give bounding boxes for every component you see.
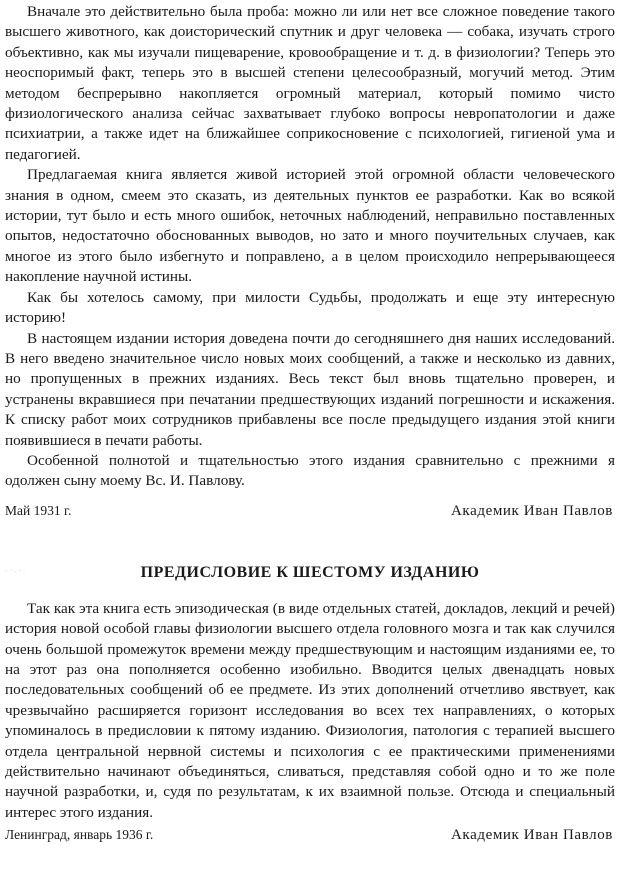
signature-line [5,825,615,845]
preface-fifth-edition [5,2,615,521]
paragraph: Особенной полнотой и тщательностью этого издания сравнительно с прежними я одолжен сыну моему Вс. И. Павлову. [5,451,615,490]
paragraph: В настоящем издании история доведена почти до сегодняшнего дня наших исследований. В него введено значительное число новых моих сообщений, а также и несколько из давних, но пропущенных в прежних изданиях. Весь текст был вновь тщательно проверен, и устранены вкравшиеся при печатании предшествующих изданий погрешности и искажения. К списку работ моих сотрудников прибавлены все после предыдущего издания этой книги появившиеся в печати работы. [5,329,615,449]
preface-date: Май 1931 г. [5,502,72,518]
paragraph: Предлагаемая книга является живой историей этой огромной области человеческого знания в одном, смеем это сказать, из деятельных пунктов ее разработки. Как во всякой истории, тут было и есть много ошибок, неточных наблюдений, неправильно поставленных опытов, недостаточно обоснованных выводов, но зато и много поучительных случаев, как многое из этого было избегнуто и поправлено, а в целом происходило непрерывающееся накопление научной истины. [5,166,615,286]
signature-line [5,501,615,521]
preface-date: Ленинград, январь 1936 г. [5,827,154,843]
paragraph: Так как эта книга есть эпизодическая (в виде отдельных статей, докладов, лекций и речей) история новой особой главы физиологии высшего отдела головного мозга и так как случился очень большой промежуток времени между предшествующим и настоящим изданиями ее, то на этот раз она пополняется особенно изобильно. Вводится целых двенадцать новых последовательных сообщений об ее предмете. Из этих дополнений отчетливо явствует, как чрезвычайно расширяется горизонт исследования во всех тех направлениях, о которых упоминалось в предисловии к пятому изданию. Физиология, патология с терапией высшего отдела центральной нервной системы и психология с ее практическими применениями действительно начинают объединяться, сливаться, представляя собой одно и то же поле научной разработки, и, судя по результатам, к их взаимной пользе. Отсюда и специальный интерес этого издания. [5,599,615,821]
author-signature: Академик Иван Павлов [451,502,613,519]
paragraph: Как бы хотелось самому, при милости Судьбы, продолжать и еще эту интересную историю! [5,288,615,327]
section-heading: ПРЕДИСЛОВИЕ К ШЕСТОМУ ИЗДАНИЮ [140,563,480,581]
paragraph: Вначале это действительно была проба: можно ли или нет все сложное поведение такого высшего животного, как доисторический спутник и друг человека — собака, изучать строго объективно, как мы изучали пищеварение, кровообращение и т. д. в физиологии? Теперь это неоспоримый факт, теперь это в высшей степени целесообразный, могучий метод. Этим методом беспрерывно накопляется огромный материал, который помимо чисто физиологического анализа сейчас захватывает глубоко вопросы невропатологии и даже психиатрии, а также идет на ближайшее соприкосновение с психологией, гигиеной ума и педагогией. [5,3,615,163]
print-specks [3,568,27,574]
author-signature: Академик Иван Павлов [451,827,613,844]
preface-sixth-edition [5,564,615,845]
